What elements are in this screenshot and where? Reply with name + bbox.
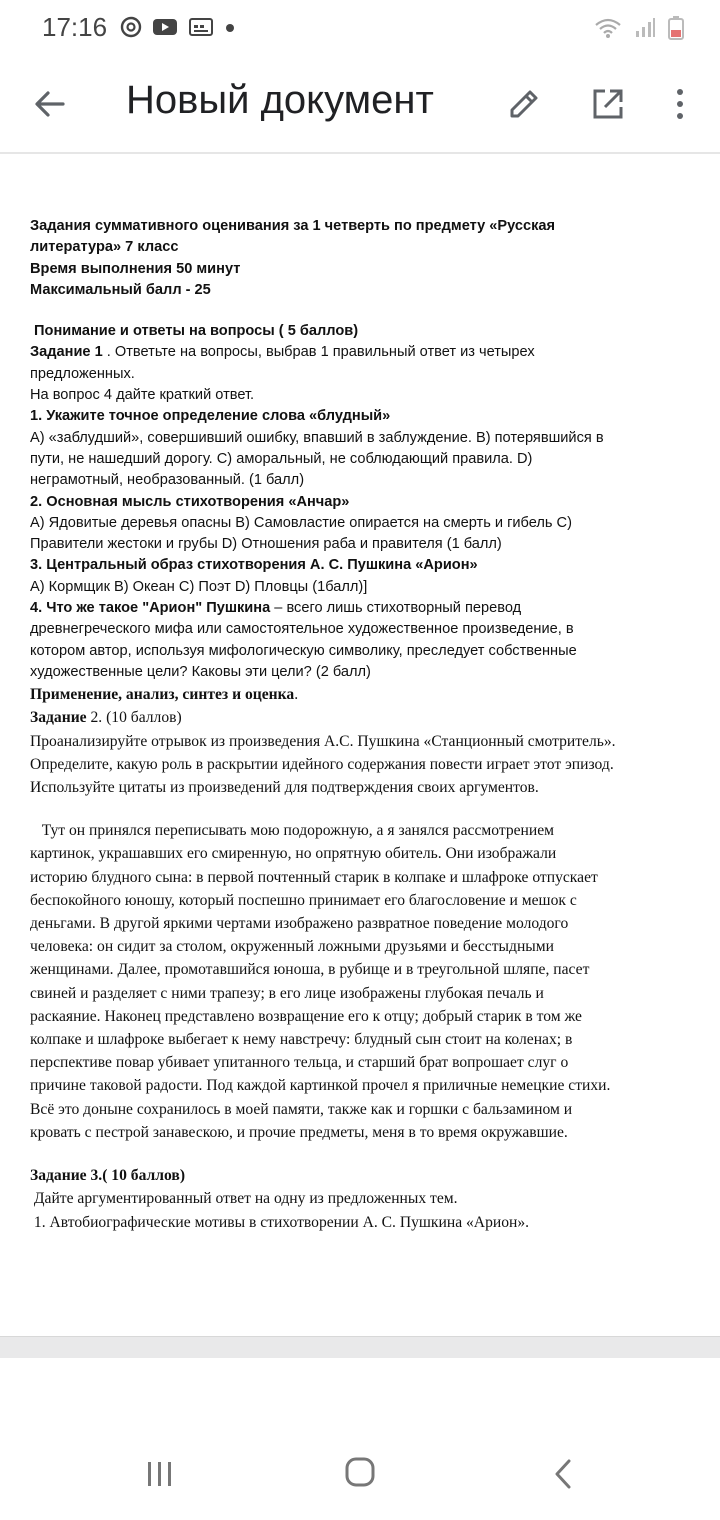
status-bar bbox=[0, 0, 720, 56]
excerpt-line: беспокойного юношу, который поспешно принимает его благословение и мешок с bbox=[30, 891, 577, 909]
edit-button[interactable] bbox=[500, 80, 548, 128]
section2-title: Применение, анализ, синтез и оценка bbox=[30, 686, 295, 704]
more-vert-icon bbox=[674, 87, 686, 121]
excerpt-line: причине таковой радости. Под каждой картинкой прочел я приличные немецкие стихи. bbox=[30, 1077, 611, 1095]
q4-line: древнегреческого мифа или самостоятельное художественное произведение, в bbox=[30, 621, 574, 638]
home-button[interactable] bbox=[344, 1456, 376, 1488]
q3-question: 3. Центральный образ стихотворения А. С. Пушкина «Арион» bbox=[30, 557, 478, 574]
q1-answer-line: А) «заблудший», совершивший ошибку, впавший в заблуждение. В) потерявшийся в bbox=[30, 429, 604, 446]
open-external-icon bbox=[591, 87, 625, 121]
task2-line bbox=[30, 706, 694, 729]
q2-question: 2. Основная мысль стихотворения «Анчар» bbox=[30, 493, 350, 510]
q4-line bbox=[30, 598, 694, 619]
excerpt-line: перспективе повар убивает упитанного тельца, и старший брат вопрошает слуг о bbox=[30, 1054, 569, 1072]
doc-header-line: Максимальный балл - 25 bbox=[30, 281, 211, 298]
youtube-icon bbox=[152, 17, 178, 42]
system-icons bbox=[594, 16, 684, 45]
q2-answer-line: Правители жестоки и грубы D) Отношения раба и правителя (1 балл) bbox=[30, 536, 502, 553]
q4-line: котором автор, используя мифологическую символику, преследует собственные bbox=[30, 642, 577, 659]
more-options-button[interactable] bbox=[660, 80, 700, 128]
q1-answer-line: пути, не нашедший дорогу. С) аморальный, не соблюдающий правила. D) bbox=[30, 450, 533, 467]
signal-icon bbox=[634, 17, 656, 44]
excerpt-line: раскаяние. Наконец представлено возвращение его к отцу; добрый старик в том же bbox=[30, 1007, 582, 1025]
section1-title: Понимание и ответы на вопросы ( 5 баллов) bbox=[30, 323, 359, 340]
task1-text: . Ответьте на вопросы, выбрав 1 правильный ответ из четырех bbox=[102, 344, 535, 361]
task1-label: Задание 1 bbox=[30, 344, 103, 361]
document-content bbox=[30, 216, 694, 1234]
task3-line: 1. Автобиографические мотивы в стихотворении А. С. Пушкина «Арион». bbox=[30, 1213, 530, 1231]
excerpt-line: Всё это доныне сохранилось в моей памяти, также как и горшки с бальзамином и bbox=[30, 1100, 573, 1118]
q1-answer-line: неграмотный, необразованный. (1 балл) bbox=[30, 472, 305, 489]
doc-header-line: Задания суммативного оценивания за 1 четверть по предмету «Русская bbox=[30, 218, 556, 234]
back-icon bbox=[548, 1458, 580, 1490]
section2-dot: . bbox=[294, 686, 299, 704]
q2-answer-line: А) Ядовитые деревья опасны В) Самовластие опирается на смерть и гибель С) bbox=[30, 514, 572, 531]
doc-header-line: Время выполнения 50 минут bbox=[30, 260, 241, 277]
excerpt-line: колпаке и шлафроке выбегает к нему навстречу: блудный сын стоит на коленах; в bbox=[30, 1031, 573, 1049]
system-nav-bar bbox=[0, 1358, 720, 1520]
excerpt-line: кровать с пестрой занавескою, и прочие предметы, меня в то время окружавшие. bbox=[30, 1123, 568, 1141]
notification-icons bbox=[120, 16, 236, 43]
excerpt-line: историю блудного сына: в первой почтенный старик в колпаке и шлафроке отпускает bbox=[30, 868, 598, 886]
recent-apps-icon bbox=[144, 1458, 176, 1490]
back-arrow-icon bbox=[33, 87, 67, 121]
q3-answer-line: А) Кормщик В) Океан С) Поэт D) Пловцы (1балл)] bbox=[30, 578, 368, 595]
ring-logo-icon bbox=[120, 16, 142, 43]
document-page[interactable] bbox=[0, 154, 720, 1336]
page-bottom-edge bbox=[0, 1336, 720, 1358]
wifi-icon bbox=[594, 17, 622, 44]
status-time: 17:16 bbox=[42, 12, 108, 42]
task2-line: Используйте цитаты из произведений для подтверждения своих аргументов. bbox=[30, 779, 539, 797]
home-icon bbox=[344, 1456, 376, 1488]
excerpt-line: женщинами. Далее, промотавшийся юноша, в рубище и в треугольной шляпе, пасет bbox=[30, 961, 590, 979]
task1-line: На вопрос 4 дайте краткий ответ. bbox=[30, 387, 255, 404]
open-external-button[interactable] bbox=[584, 80, 632, 128]
task2-label: Задание bbox=[30, 709, 87, 727]
task2-line: Проанализируйте отрывок из произведения А.С. Пушкина «Станционный смотритель». bbox=[30, 732, 616, 750]
q4-question: 4. Что же такое "Арион" Пушкина bbox=[30, 600, 271, 617]
battery-icon bbox=[668, 16, 684, 45]
task3-line: Дайте аргументированный ответ на одну из предложенных тем. bbox=[30, 1190, 458, 1208]
pencil-icon bbox=[507, 87, 541, 121]
task1-line bbox=[30, 342, 694, 363]
dot-icon bbox=[224, 21, 236, 39]
document-title: Новый документ bbox=[126, 78, 434, 122]
section2-title-line bbox=[30, 683, 694, 706]
doc-header-line: литература» 7 класс bbox=[30, 239, 179, 256]
excerpt-line: деньгами. В другой яркими чертами изображено развратное поведение молодого bbox=[30, 915, 569, 933]
excerpt-line: картинок, украшавших его смиренную, но опрятную обитель. Они изображали bbox=[30, 845, 557, 863]
task1-line: предложенных. bbox=[30, 365, 135, 382]
app-bar bbox=[0, 56, 720, 152]
screen-cast-icon bbox=[188, 17, 214, 42]
q1-question: 1. Укажите точное определение слова «блудный» bbox=[30, 408, 391, 425]
nav-back-button[interactable] bbox=[548, 1458, 580, 1490]
q4-line: художественные цели? Каковы эти цели? (2 балл) bbox=[30, 663, 371, 680]
excerpt-line: свиней и разделяет с ними трапезу; в его лице изображены глубокая печаль и bbox=[30, 984, 544, 1002]
back-button[interactable] bbox=[26, 80, 74, 128]
task2-points: 2. (10 баллов) bbox=[86, 709, 182, 727]
excerpt-line: человека: он сидит за столом, окруженный ложными друзьями и бесстыдными bbox=[30, 938, 554, 956]
excerpt-line: Тут он принялся переписывать мою подорожную, а я занялся рассмотрением bbox=[30, 822, 555, 840]
recent-apps-button[interactable] bbox=[144, 1458, 176, 1490]
q4-text: – всего лишь стихотворный перевод bbox=[270, 600, 522, 617]
task2-line: Определите, какую роль в раскрытии идейного содержания повести играет этот эпизод. bbox=[30, 755, 614, 773]
task3-title: Задание 3.( 10 баллов) bbox=[30, 1167, 186, 1185]
